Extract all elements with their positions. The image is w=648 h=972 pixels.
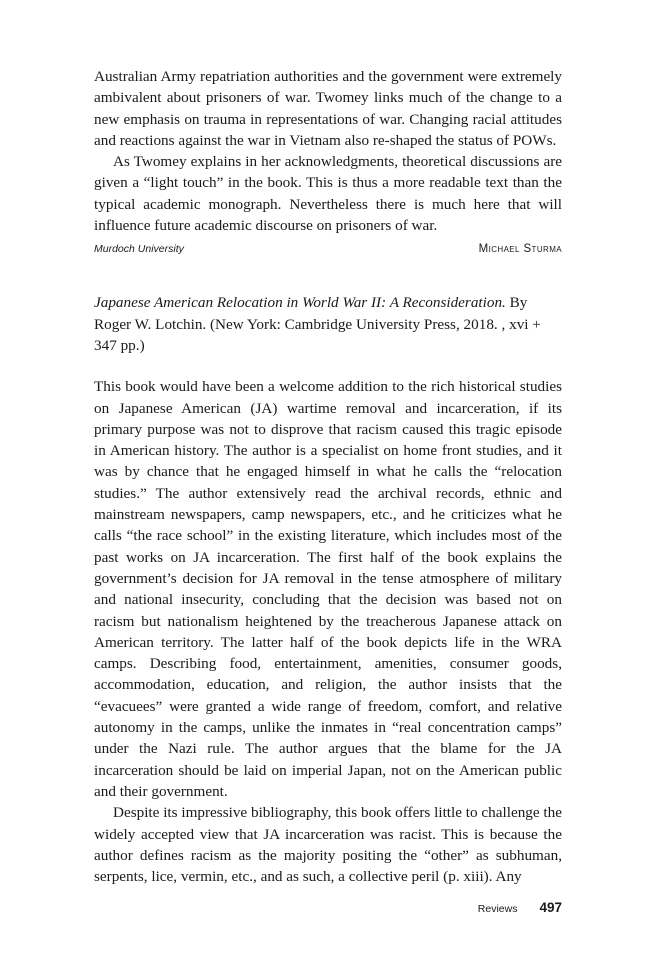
book-byline: By Roger W. Lotchin. (New York: Cambridge University Press, 2018. , xvi + 347 pp.) <box>94 294 541 354</box>
body-paragraph: As Twomey explains in her acknowledgments, theoretical discussions are given a “light touch” in the book. This is thus a more readable text than the typical academic monograph. Nevertheless there is much here that will influence future academic discourse on prisoners of war. <box>94 153 562 235</box>
book-title: Japanese American Relocation in World War II: A Reconsideration. <box>94 294 506 312</box>
body-paragraph: Australian Army repatriation authorities and the government were extremely ambivalent about prisoners of war. Twomey links much of the change to a new emphasis on trauma in representations of war. Changing racial attitudes and reactions against the war in Vietnam also re-shaped the status of POWs. <box>94 68 562 149</box>
running-footer-section: Reviews <box>477 903 518 915</box>
review-heading <box>94 292 562 356</box>
book-citation <box>94 292 562 356</box>
page-content <box>94 66 562 887</box>
previous-review-ending <box>94 66 562 256</box>
reviewer-affiliation: Murdoch University <box>94 243 184 256</box>
page-number: 497 <box>539 900 562 915</box>
reviewer-signature <box>94 242 562 256</box>
body-paragraph: This book would have been a welcome addition to the rich historical studies on Japanese American (JA) wartime removal and incarceration, if its primary purpose was not to disprove that racism caused this tragic episode in American history. The author is a specialist on home front studies, and it was by chance that he engaged himself in what he calls the “relocation studies.” The author extensively read the archival records, ethnic and mainstream newspapers, camp newspapers, etc., and he criticizes what he calls “the race school” in the existing literature, which includes most of the past works on JA incarceration. The first half of the book explains the government’s decision for JA removal in the tense atmosphere of military and national insecurity, concluding that the decision was based not on racism but nationalism heightened by the treacherous Japanese attack on American territory. The latter half of the book depicts life in the WRA camps. Describing food, entertainment, amenities, consumer goods, accommodation, education, and religion, the author insists that the “evacuees” were granted a wide range of freedom, comfort, and relative autonomy in the camps, unlike the inmates in “real concentration camps” under the Nazi rule. The author argues that the blame for the JA incarceration should be laid on imperial Japan, not on the American public and their government. <box>94 378 562 800</box>
page-footer <box>478 900 562 915</box>
review-body <box>94 376 562 887</box>
body-paragraph: Despite its impressive bibliography, this book offers little to challenge the widely accepted view that JA incarceration was racist. This is because the author defines racism as the majority positing the “other” as subhuman, serpents, lice, vermin, etc., and as such, a collective peril (p. xiii). Any <box>94 804 562 886</box>
reviewer-name: Michael Sturma <box>478 243 562 256</box>
